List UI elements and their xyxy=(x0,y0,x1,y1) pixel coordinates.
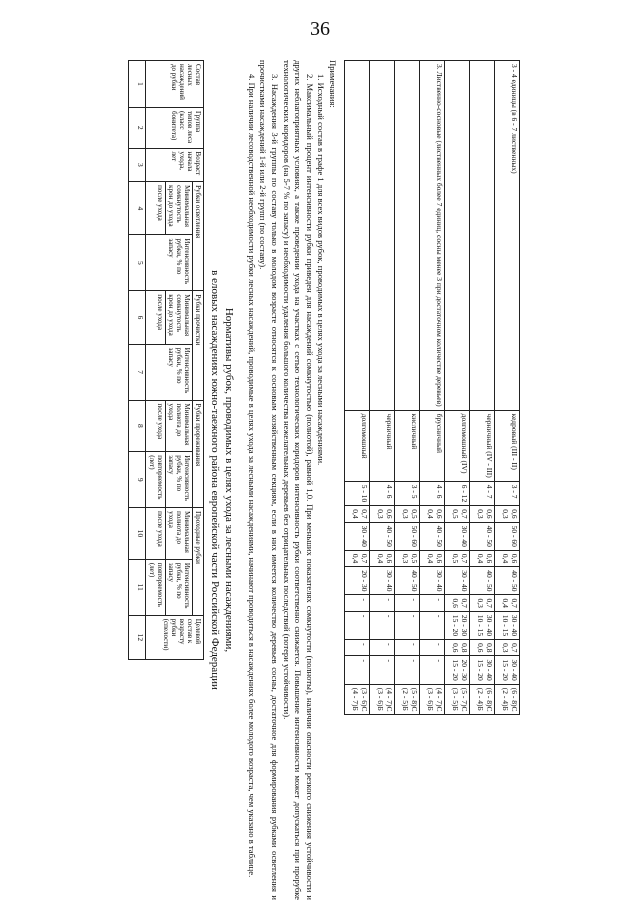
column-number-row xyxy=(129,61,146,660)
col-passing: Проходные рубки xyxy=(192,508,203,616)
cell-line: 30 - 40 xyxy=(485,614,494,637)
cell-line: (4 - 7)С xyxy=(435,687,444,712)
table-cell-pass-min xyxy=(495,640,520,656)
cell-line: 0,6 xyxy=(451,643,461,653)
table-cell-species: кисличный xyxy=(395,410,420,481)
table-cell-target xyxy=(345,684,370,715)
cell-line: (2 - 4)Б xyxy=(476,687,486,711)
cell-line: (6 - 8)С xyxy=(485,687,494,712)
table-cell-clear-int: 40 - 50 xyxy=(470,522,495,550)
cell-line: - xyxy=(410,614,419,618)
table-cell-clear-min xyxy=(445,506,470,522)
spruce-norms-table xyxy=(128,60,203,660)
cell-line: - xyxy=(410,643,419,646)
cell-line: 0,6 xyxy=(435,553,444,564)
cell-line: 0,8 xyxy=(460,643,469,653)
cell-line: - xyxy=(360,643,369,646)
table-row xyxy=(470,61,495,715)
column-number: 5 xyxy=(129,235,146,291)
col-selective: Рубки прореживания xyxy=(192,400,203,508)
table-cell-pass-int xyxy=(370,656,395,684)
cell-line: 0,7 xyxy=(485,598,494,608)
sub-after: после ухода xyxy=(146,291,165,344)
sub-after: после ухода xyxy=(146,182,165,235)
cell-line: (5 - 7)С xyxy=(460,687,469,712)
cell-line: 0,3 xyxy=(476,598,486,608)
cell-line: 0,4 xyxy=(501,553,511,564)
table-cell-thin-min xyxy=(445,550,470,566)
table-cell-thin-min xyxy=(470,550,495,566)
table-cell-pass-min xyxy=(395,640,420,656)
table-cell-clear-int: 30 - 40 xyxy=(445,522,470,550)
cell-line: - xyxy=(385,598,394,601)
column-number: 4 xyxy=(129,182,146,235)
cell-line: 0,3 xyxy=(376,509,386,519)
table-cell-species: черничный (IV - III) xyxy=(470,410,495,481)
table-cell-thin-min xyxy=(370,550,395,566)
table-cell-clear-int: 50 - 60 xyxy=(395,522,420,550)
rotated-page-content xyxy=(20,60,520,900)
note-item: 2. Максимальный процент интенсивности рубки приведен для насаждений сомкнутостью (полнотой), равной 1,0. При меньших показателях сомкнутости (полноты), наличии опасности резкого снижения устойчивости и других неблагоприятных условиях, а также проведении ухода на участках с сетью технологических коридоров интенсивность рубки соответственно снижается. Повышение интенсивности может допускаться при прорубке технологических коридоров (на 5-7 % по запасу) и необходимости удаления большого количества нежелательных деревьев без отрицательных последствий (потери устойчивости). xyxy=(281,60,315,900)
sub-min-density: Минимальная полнота до ухода xyxy=(165,508,192,560)
cell-line: 0,7 xyxy=(360,509,369,519)
table-cell-clear-min xyxy=(395,506,420,522)
table-cell-sel-int xyxy=(370,611,395,639)
table-cell-group: 3 - 4 единицы (в 6 - 7 лиственных) xyxy=(495,61,520,411)
cell-line: 0,4 xyxy=(376,553,386,564)
table-cell-sel-int xyxy=(345,611,370,639)
table-row xyxy=(370,61,395,715)
table-cell-target xyxy=(370,684,395,715)
sub-min-crown: Минимальная сомкнутость крон до ухода xyxy=(165,291,192,344)
table-cell-clear-int: 40 - 50 xyxy=(370,522,395,550)
table-cell-clear-int: 30 - 40 xyxy=(345,522,370,550)
cell-line: (3 - 5)Б xyxy=(451,687,461,711)
col-thinning: Рубки прочистки xyxy=(192,291,203,400)
sub-after: после ухода xyxy=(146,400,165,452)
col-group: Группа типов леса (класс бонитета) xyxy=(146,107,203,148)
table-cell-clear-min xyxy=(420,506,445,522)
cell-line: 0,6 xyxy=(476,643,486,653)
table-cell-species: долгомошный xyxy=(345,410,370,481)
table-cell-thin-min xyxy=(345,550,370,566)
table-cell-species: черничный xyxy=(370,410,395,481)
column-number: 7 xyxy=(129,344,146,400)
col-clearing: Рубки осветления xyxy=(192,182,203,291)
table-cell-species: брусничный xyxy=(420,410,445,481)
table-cell-clear-min xyxy=(495,506,520,522)
table-cell-pass-min xyxy=(370,640,395,656)
column-number: 8 xyxy=(129,400,146,452)
table-cell-thin-int: 30 - 40 xyxy=(370,567,395,595)
sub-repeat: повторяемость (лет) xyxy=(146,559,165,615)
sub-after: после ухода xyxy=(146,508,165,560)
cell-line: 15 - 20 xyxy=(451,614,461,637)
cell-line: 0,6 xyxy=(451,598,461,608)
table-cell-sel-int xyxy=(395,611,420,639)
sub-intensity: Интенсивность рубки, % по запасу xyxy=(165,452,192,508)
table-cell-pass-min xyxy=(345,640,370,656)
cell-line: 0,7 xyxy=(360,553,369,564)
table-cell-thin-min xyxy=(495,550,520,566)
column-number: 6 xyxy=(129,291,146,344)
table-cell-clear-int: 50 - 60 xyxy=(495,522,520,550)
notes-block xyxy=(245,60,338,900)
cell-line: 0,7 xyxy=(510,643,519,653)
table-cell-pass-int xyxy=(345,656,370,684)
cell-line: 0,8 xyxy=(485,643,494,653)
cell-line: 20 - 30 xyxy=(460,614,469,637)
table-row xyxy=(420,61,445,715)
table-cell-thin-int: 30 - 40 xyxy=(445,567,470,595)
cell-line: (2 - 5)Б xyxy=(401,687,411,711)
section-title-line: Нормативы рубок, проводимых в целях ухода за лесными насаждениями, xyxy=(223,307,236,653)
cell-line: 0,5 xyxy=(410,509,419,519)
norms-table-continued xyxy=(344,60,520,715)
column-number: 3 xyxy=(129,148,146,182)
table-cell-pass-int xyxy=(470,656,495,684)
table-cell-group xyxy=(370,61,395,411)
table-cell-thin-min xyxy=(420,550,445,566)
cell-line: (3 - 6)Б xyxy=(376,687,386,711)
table-cell-sel-min xyxy=(495,595,520,611)
cell-line: 0,4 xyxy=(351,553,361,564)
cell-line: - xyxy=(410,659,419,662)
cell-line: 30 - 40 xyxy=(485,659,494,681)
cell-line: 0,7 xyxy=(460,509,469,519)
cell-line: 30 - 40 xyxy=(510,659,519,681)
table-cell-pass-min xyxy=(420,640,445,656)
table-cell-species: кедровый (III - II) xyxy=(495,410,520,481)
table-cell-thin-min xyxy=(395,550,420,566)
table-cell-group xyxy=(445,61,470,411)
table-row xyxy=(395,61,420,715)
cell-line: 0,6 xyxy=(385,509,394,519)
cell-line: 0,6 xyxy=(510,509,519,519)
cell-line: 10 - 15 xyxy=(476,614,486,637)
cell-line: (4 - 7)Б xyxy=(351,687,361,711)
cell-line: 0,3 xyxy=(401,509,411,519)
sub-intensity: Интенсивность рубки, % по запасу xyxy=(146,235,192,291)
cell-line: 0,3 xyxy=(501,643,511,653)
table-cell-age: 6 - 12 xyxy=(445,481,470,506)
table-cell-age: 3 - 7 xyxy=(495,481,520,506)
cell-line: 15 - 20 xyxy=(476,659,486,681)
col-age: Возраст начала ухода, лет xyxy=(146,148,203,182)
col-target: Целевой состав к возрасту рубки (спелости) xyxy=(146,615,203,659)
table-cell-target xyxy=(445,684,470,715)
cell-line: 0,5 xyxy=(451,553,461,564)
table-cell-sel-min xyxy=(395,595,420,611)
table-cell-pass-int xyxy=(495,656,520,684)
column-number: 9 xyxy=(129,452,146,508)
cell-line: 0,4 xyxy=(426,509,436,519)
cell-line: - xyxy=(410,598,419,601)
cell-line: 0,3 xyxy=(401,553,411,564)
cell-line: (2 - 4)Б xyxy=(501,687,511,711)
sub-repeat: повторяемость (лет) xyxy=(146,452,165,508)
cell-line: (3 - 6)С xyxy=(360,687,369,712)
table-cell-pass-int xyxy=(395,656,420,684)
table-cell-species: долгомошный (IV) xyxy=(445,410,470,481)
cell-line: 0,6 xyxy=(435,509,444,519)
note-item: 1. Исходный состав в графе 1 для всех видов рубок, проводимых в целях ухода за лесными насаждениями. xyxy=(316,74,327,466)
cell-line: 10 - 15 xyxy=(501,614,511,637)
cell-line: 0,7 xyxy=(460,598,469,608)
table-cell-thin-int: 40 - 50 xyxy=(395,567,420,595)
table-cell-thin-int: 30 - 40 xyxy=(420,567,445,595)
cell-line: - xyxy=(385,659,394,662)
table-cell-sel-int xyxy=(470,611,495,639)
cell-line: 20 - 30 xyxy=(460,659,469,681)
table-cell-group: 3. Лиственно-сосновые (лиственных более 7 единиц, сосны менее 3 при достаточном количестве деревьев) xyxy=(420,61,445,411)
table-cell-group xyxy=(345,61,370,411)
table-cell-pass-int xyxy=(420,656,445,684)
cell-line: - xyxy=(435,643,444,646)
table-row xyxy=(495,61,520,715)
table-row xyxy=(445,61,470,715)
table-cell-age: 4 - 6 xyxy=(420,481,445,506)
cell-line: - xyxy=(435,659,444,662)
cell-line: 0,6 xyxy=(485,509,494,519)
cell-line: 30 - 40 xyxy=(510,614,519,637)
table-cell-pass-min xyxy=(445,640,470,656)
table-cell-age: 5 - 10 xyxy=(345,481,370,506)
table-cell-target xyxy=(420,684,445,715)
note-item: 3. Насаждения 3-й группы по составу только в молодом возрасте относятся к сосновым хозяйственным секциям, если в них имеется количество деревьев сосны, достаточное для формирования рубками осветления и прочистками насаждений 1-й или 2-й групп (по составу). xyxy=(258,60,281,900)
column-number: 10 xyxy=(129,508,146,560)
cell-line: 0,5 xyxy=(451,509,461,519)
cell-line: - xyxy=(435,598,444,601)
cell-line: - xyxy=(435,614,444,618)
table-cell-target xyxy=(470,684,495,715)
table-cell-sel-int xyxy=(445,611,470,639)
page-number: 36 xyxy=(310,18,330,40)
sub-intensity: Интенсивность рубки, % по запасу xyxy=(146,344,192,400)
cell-line: 0,7 xyxy=(510,598,519,608)
table-cell-sel-min xyxy=(445,595,470,611)
table-cell-sel-int xyxy=(495,611,520,639)
table-cell-sel-min xyxy=(420,595,445,611)
section-title xyxy=(208,60,236,900)
table-cell-sel-min xyxy=(345,595,370,611)
table-cell-thin-int: 20 - 30 xyxy=(345,567,370,595)
cell-line: - xyxy=(360,598,369,601)
cell-line: (3 - 6)Б xyxy=(426,687,436,711)
sub-min-density: Минимальная полнота до ухода xyxy=(165,400,192,452)
cell-line: 0,6 xyxy=(485,553,494,564)
column-number: 2 xyxy=(129,107,146,148)
cell-line: - xyxy=(360,659,369,662)
table-cell-sel-min xyxy=(370,595,395,611)
table-cell-target xyxy=(395,684,420,715)
cell-line: (4 - 7)С xyxy=(385,687,394,712)
cell-line: - xyxy=(360,614,369,618)
cell-line: - xyxy=(385,614,394,618)
section-title-line: в еловых насаждениях южно-таежного района европейской части Российской Федерации xyxy=(209,270,222,690)
cell-line: 15 - 20 xyxy=(501,659,511,681)
note-item: 4. При наличии лесоводственной необходимости рубки лесных насаждений, проводимые в целях ухода за лесными насаждениями, начинают проводиться в насаждениях более молодого возраста, чем указано в таблице. xyxy=(246,74,257,878)
table-cell-age: 4 - 7 xyxy=(470,481,495,506)
table-cell-clear-int: 40 - 50 xyxy=(420,522,445,550)
table-cell-clear-min xyxy=(345,506,370,522)
col-composition: Состав лесных насаждений до рубки xyxy=(146,61,203,108)
cell-line: 0,3 xyxy=(476,509,486,519)
column-number: 12 xyxy=(129,615,146,659)
cell-line: - xyxy=(385,643,394,646)
cell-line: 0,5 xyxy=(410,553,419,564)
cell-line: (6 - 8)С xyxy=(510,687,519,712)
column-number: 1 xyxy=(129,61,146,108)
cell-line: 0,4 xyxy=(476,553,486,564)
table-cell-thin-int: 40 - 50 xyxy=(470,567,495,595)
cell-line: 0,4 xyxy=(501,598,511,608)
table-cell-thin-int: 40 - 50 xyxy=(495,567,520,595)
table-cell-group xyxy=(470,61,495,411)
table-cell-clear-min xyxy=(470,506,495,522)
table-cell-age: 4 - 6 xyxy=(370,481,395,506)
cell-line: 0,3 xyxy=(501,509,511,519)
cell-line: (5 - 8)С xyxy=(410,687,419,712)
table-cell-clear-min xyxy=(370,506,395,522)
table-cell-sel-min xyxy=(470,595,495,611)
notes-heading: Примечания: xyxy=(328,60,338,108)
sub-min-crown: Минимальная сомкнутость крон до ухода xyxy=(165,182,192,235)
table-cell-target xyxy=(495,684,520,715)
cell-line: 0,4 xyxy=(351,509,361,519)
table-cell-pass-min xyxy=(470,640,495,656)
cell-line: 0,7 xyxy=(460,553,469,564)
cell-line: 0,4 xyxy=(426,553,436,564)
cell-line: 0,6 xyxy=(385,553,394,564)
table-cell-pass-int xyxy=(445,656,470,684)
table-row xyxy=(345,61,370,715)
table-cell-age: 3 - 5 xyxy=(395,481,420,506)
table-cell-sel-int xyxy=(420,611,445,639)
sub-intensity: Интенсивность рубки, % по запасу xyxy=(165,559,192,615)
cell-line: 0,6 xyxy=(510,553,519,564)
cell-line: 15 - 20 xyxy=(451,659,461,681)
column-number: 11 xyxy=(129,559,146,615)
table-cell-group xyxy=(395,61,420,411)
